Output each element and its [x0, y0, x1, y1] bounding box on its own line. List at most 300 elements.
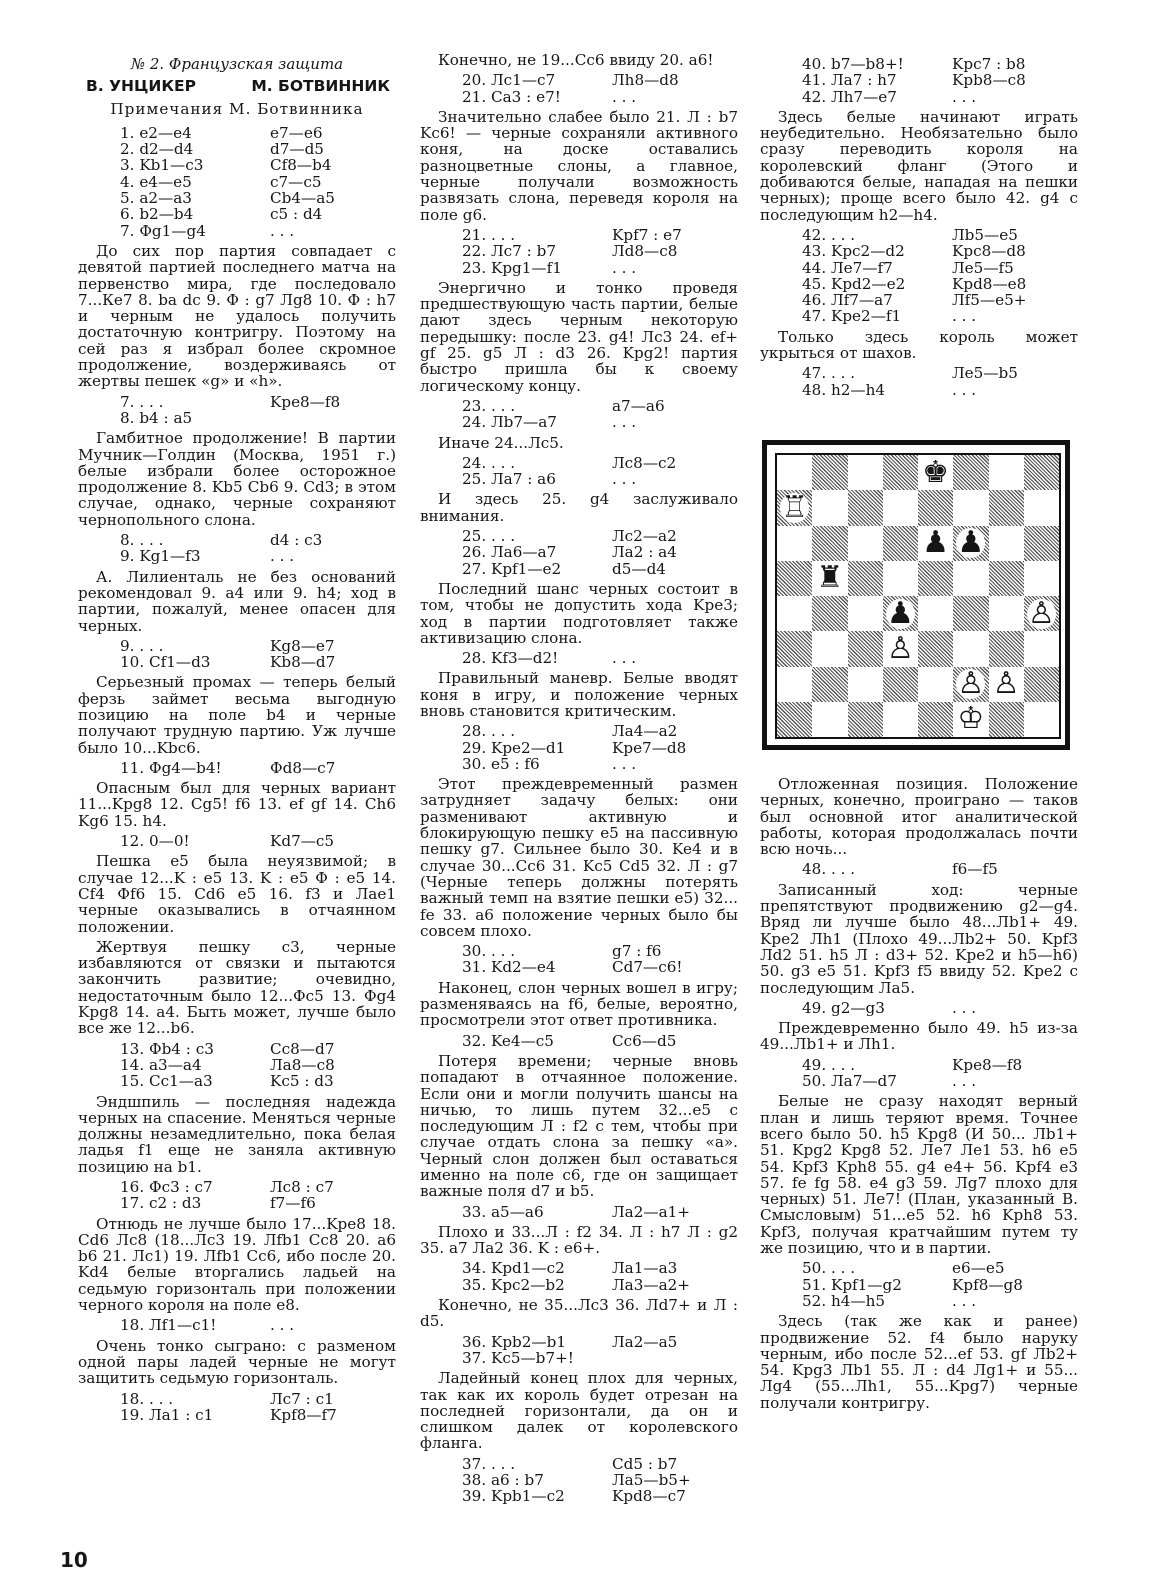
board-square	[777, 561, 812, 596]
annotator-line: Примечания М. Ботвинника	[110, 99, 364, 118]
commentary-paragraph: Конечно, не 35...Лc3 36. Лd7+ и Л : d5.	[420, 1296, 738, 1331]
column-3	[760, 56, 1078, 398]
commentary-paragraph: Жертвуя пешку c3, черные избавляются от связки и пытаются закончить развитие; очевидно, недостаточным было 12...Фc5 13. Фg4 Kpg8 14. a4. Быть может, лучше было все же 12...b6.	[78, 937, 396, 1038]
commentary-paragraph: Очень тонко сыграно: с разменом одной пары ладей черные не могут защитить седьмую горизонталь.	[78, 1336, 396, 1388]
move-row	[78, 394, 396, 410]
white-move: 47. . . .	[802, 364, 856, 383]
white-move: 7. Фg1—g4	[120, 221, 206, 240]
board-square	[812, 667, 847, 702]
board-square	[918, 596, 953, 631]
white-move: 8. . . .	[120, 531, 164, 550]
white-move: 45. Kpd2—e2	[802, 274, 906, 293]
board-square	[812, 596, 847, 631]
board-square	[953, 631, 988, 666]
black-player: М. БОТВИННИК	[251, 77, 390, 96]
white-move: 23. . . .	[462, 396, 516, 415]
move-row	[420, 72, 738, 88]
white-move: 10. Cf1—d3	[120, 653, 211, 672]
white-move: 48. . . .	[802, 860, 856, 879]
board-square	[953, 667, 988, 702]
black-move: Cb4—a5	[270, 189, 335, 208]
black-move: . . .	[270, 221, 295, 240]
commentary-paragraph: Иначе 24...Лc5.	[438, 433, 564, 452]
white-move: 28. Kf3—d2!	[462, 649, 559, 668]
black-move: . . .	[952, 380, 977, 399]
board-square	[883, 631, 918, 666]
move-row	[420, 1456, 738, 1472]
black-move: f6—f5	[952, 860, 998, 879]
white-move: 18. Лf1—c1!	[120, 1316, 217, 1335]
move-row	[78, 638, 396, 654]
black-move: . . .	[612, 649, 637, 668]
white-move: 49. g2—g3	[802, 998, 885, 1017]
black-move: Лc8 : c7	[270, 1178, 334, 1196]
commentary-paragraph: Правильный маневр. Белые вводят коня в игру, и положение черных вновь становится критическим.	[420, 669, 738, 720]
move-row	[420, 1350, 738, 1366]
board-square	[848, 596, 883, 631]
black-move: d7—d5	[270, 140, 324, 159]
white-move: 46. Лf7—a7	[802, 291, 893, 310]
move-row	[760, 1277, 1078, 1293]
white-move: 12. 0—0!	[120, 832, 190, 851]
white-move: 11. Фg4—b4!	[120, 758, 222, 777]
white-move: 34. Kpd1—c2	[462, 1259, 565, 1278]
white-move: 2. d2—d4	[120, 140, 194, 159]
column-1	[78, 56, 396, 1423]
black-move: Cc6—d5	[612, 1031, 677, 1050]
white-move: 28. . . .	[462, 722, 516, 741]
board-square	[918, 702, 953, 737]
black-move: Лe5—b5	[952, 364, 1018, 383]
board-square	[883, 667, 918, 702]
move-row	[78, 1073, 396, 1089]
black-move: Kpd8—c7	[612, 1487, 686, 1506]
move-row	[420, 260, 738, 276]
move-row	[420, 756, 738, 772]
black-move: Лd8—c8	[612, 242, 678, 261]
move-row	[420, 650, 738, 666]
black-move: Kpe8—f8	[952, 1055, 1023, 1074]
move-row	[78, 190, 396, 206]
black-move: . . .	[952, 307, 977, 326]
black-move: . . .	[612, 754, 637, 773]
move-row	[420, 544, 738, 560]
move-row	[420, 740, 738, 756]
white-move: 33. a5—a6	[462, 1202, 544, 1221]
white-move: 50. Лa7—d7	[802, 1072, 897, 1091]
chess-piece-icon: ♟	[957, 525, 985, 561]
board-square	[1024, 667, 1059, 702]
board-square	[812, 631, 847, 666]
white-move: 44. Лe7—f7	[802, 258, 893, 277]
commentary-paragraph: И здесь 25. g4 заслуживало внимания.	[420, 490, 738, 525]
white-move: 5. a2—a3	[120, 189, 192, 208]
move-row	[420, 528, 738, 544]
commentary-paragraph: Отложенная позиция. Положение черных, конечно, проиграно — таков был основной итог аналитической работы, которая продолжалась почти всю ночь...	[760, 775, 1078, 859]
board-square	[883, 702, 918, 737]
column-1-body	[78, 125, 396, 1423]
chess-piece-icon: ♔	[957, 701, 985, 737]
black-move: Kpd8—e8	[952, 274, 1027, 293]
move-row	[760, 243, 1078, 259]
black-move: Лa2 : a4	[612, 543, 677, 562]
black-move: Лa2—a1+	[612, 1202, 691, 1221]
chess-piece-icon: ♙	[886, 630, 914, 666]
black-move: Фd8—c7	[270, 758, 336, 777]
black-move: . . .	[612, 87, 637, 106]
black-move: . . .	[952, 1291, 977, 1310]
black-move: Лa8—c8	[270, 1055, 335, 1074]
white-move: 37. Kc5—b7+!	[462, 1348, 574, 1367]
white-move: 25. Лa7 : a6	[462, 470, 556, 489]
move-row	[420, 1334, 738, 1350]
move-row	[420, 471, 738, 487]
white-move: 23. Kpg1—f1	[462, 258, 562, 277]
move-row	[760, 365, 1078, 381]
move-row	[78, 548, 396, 564]
black-move	[270, 410, 440, 426]
board-square	[777, 702, 812, 737]
black-move: Kpc7 : b8	[952, 55, 1026, 73]
white-move: 51. Kpf1—g2	[802, 1275, 902, 1294]
move-row	[760, 1260, 1078, 1276]
white-move: 18. . . .	[120, 1389, 174, 1408]
board-square	[1024, 526, 1059, 561]
black-move: Лa4—a2	[612, 722, 678, 741]
board-square	[777, 490, 812, 525]
black-move: Лa2—a5	[612, 1332, 678, 1351]
move-row	[420, 398, 738, 414]
players-line	[86, 78, 390, 94]
commentary-paragraph: Последний шанс черных состоит в том, чтобы не допустить хода Kpe3; ход в партии подготовляет также активизацию слона.	[420, 579, 738, 647]
board-square	[918, 490, 953, 525]
move-row	[760, 260, 1078, 276]
white-move: 31. Kd2—e4	[462, 958, 556, 977]
move-row	[420, 414, 738, 430]
board-square	[989, 631, 1024, 666]
board-square	[777, 631, 812, 666]
black-move: e6—e5	[952, 1259, 1005, 1278]
black-move: c7—c5	[270, 172, 322, 191]
chess-piece-icon: ♟	[922, 525, 950, 561]
move-row	[78, 223, 396, 239]
move-row	[78, 760, 396, 776]
board-square	[848, 455, 883, 490]
board-square	[989, 702, 1024, 737]
board-square	[848, 561, 883, 596]
move-row	[420, 1260, 738, 1276]
commentary-paragraph: Здесь белые начинают играть неубедительно. Необязательно было сразу переводить короля на королевский фланг (Этого и добиваются белые, нападая на пешки черных); проще всего было 42. g4 с последующим h2—h4.	[760, 107, 1078, 224]
column-2-body	[420, 52, 738, 1505]
black-move: Лa3—a2+	[612, 1275, 691, 1294]
chess-piece-icon: ♙	[957, 666, 985, 702]
white-player: В. УНЦИКЕР	[86, 77, 196, 96]
black-move: . . .	[952, 1072, 977, 1091]
board-square	[1024, 455, 1059, 490]
move-row	[420, 943, 738, 959]
move-row	[760, 861, 1078, 877]
commentary-paragraph: Наконец, слон черных вошел в игру; разменяваясь на f6, белые, вероятно, просмотрели этот ответ противника.	[420, 978, 738, 1030]
commentary-paragraph: Преждевременно было 49. h5 из-за 49...Лb1+ и Лh1.	[760, 1019, 1078, 1054]
white-move: 3. Kb1—c3	[120, 156, 204, 175]
commentary-paragraph: Белые не сразу находят верный план и лишь теряют время. Точнее всего было 50. h5 Kpg8 (И 50... Лb1+ 51. Kpg2 Kpg8 52. Лe7 Лe1 53. h6 e5 54. Kpf3 Kph8 55. g4 e4+ 56. Kpf4 e3 57. fe fg 58. e4 g3 59. Лg7 плохо для черных) 51. Лe7! (План, указанный В. Смысловым) 51...e5 52. h6 Kph8 53. Kpf3, получая кратчайшим путем ту же позицию, что и в партии.	[760, 1092, 1078, 1258]
white-move: 38. a6 : b7	[462, 1471, 544, 1490]
white-move: 19. Лa1 : c1	[120, 1405, 214, 1424]
white-move: 17. c2 : d3	[120, 1194, 202, 1213]
white-move: 25. . . .	[462, 527, 516, 546]
chess-diagram	[762, 440, 1070, 750]
board-square	[953, 561, 988, 596]
move-row	[760, 1293, 1078, 1309]
chess-piece-icon: ♙	[1027, 595, 1055, 631]
white-move: 50. . . .	[802, 1259, 856, 1278]
white-move: 1. e2—e4	[120, 123, 192, 142]
move-row	[760, 292, 1078, 308]
white-move: 48. h2—h4	[802, 380, 886, 399]
board-square	[918, 631, 953, 666]
white-move: 39. Kpb1—c2	[462, 1487, 565, 1506]
white-move: 30. e5 : f6	[462, 754, 540, 773]
white-move: 24. . . .	[462, 453, 516, 472]
black-move: c5 : d4	[270, 205, 323, 224]
move-row	[420, 1488, 738, 1504]
move-row	[78, 174, 396, 190]
black-move: Лa1—a3	[612, 1259, 678, 1278]
move-row	[78, 1041, 396, 1057]
move-row	[78, 1195, 396, 1211]
board-square	[812, 702, 847, 737]
black-move: Cd5 : b7	[612, 1454, 678, 1473]
commentary-paragraph: Серьезный промах — теперь белый ферзь займет весьма выгодную позицию на поле b4 и черные получают трудную партию. Уж лучше было 10...Kbc6.	[78, 673, 396, 757]
move-row	[420, 227, 738, 243]
white-move: 41. Лa7 : h7	[802, 71, 897, 90]
column-3-body	[760, 56, 1078, 398]
board-square	[848, 667, 883, 702]
move-row	[760, 382, 1078, 398]
board-square	[989, 561, 1024, 596]
white-move: 43. Kpc2—d2	[802, 242, 905, 261]
black-move: Kpf8—g8	[952, 1275, 1023, 1294]
board-square	[848, 490, 883, 525]
board-square	[777, 455, 812, 490]
white-move: 21. Ca3 : e7!	[462, 87, 561, 106]
white-move: 16. Фc3 : c7	[120, 1178, 213, 1196]
move-row	[78, 1391, 396, 1407]
white-move: 42. . . .	[802, 225, 856, 244]
black-move: Kpe8—f8	[270, 392, 341, 411]
white-move: 32. Ke4—c5	[462, 1031, 554, 1050]
black-move: Лc8—c2	[612, 453, 677, 472]
board-square	[918, 561, 953, 596]
white-move: 26. Лa6—a7	[462, 543, 557, 562]
black-move: . . .	[612, 258, 637, 277]
board-square	[1024, 561, 1059, 596]
white-move: 49. . . .	[802, 1055, 856, 1074]
white-move: 36. Kpb2—b1	[462, 1332, 567, 1351]
white-move: 21. . . .	[462, 225, 516, 244]
move-row	[78, 532, 396, 548]
white-move: 30. . . .	[462, 942, 516, 961]
commentary-paragraph: Значительно слабее было 21. Л : b7 Kc6! — черные сохраняли активного коня, на доске оставались разноцветные слоны, а главное, черные получали возможность развязать слона, переведя короля на поле g6.	[420, 107, 738, 224]
chessboard	[775, 453, 1061, 739]
black-move: . . .	[952, 998, 977, 1017]
chess-piece-icon: ♖	[781, 489, 809, 525]
move-row	[78, 1057, 396, 1073]
black-move: Kpf7 : e7	[612, 225, 682, 244]
board-square	[953, 526, 988, 561]
black-move: Kg8—e7	[270, 636, 335, 655]
chess-piece-icon: ♚	[922, 454, 950, 490]
board-square	[848, 526, 883, 561]
board-square	[1024, 631, 1059, 666]
board-square	[777, 526, 812, 561]
commentary-paragraph: Потеря времени; черные вновь попадают в отчаянное положение. Если они и могли получить шансы на ничью, то лишь путем 32...e5 с последующим Л : f2 с тем, чтобы при случае отдать слона за пешку «a». Черный слон должен был оставаться именно на поле c6, где он защищает важные поля d7 и b5.	[420, 1051, 738, 1201]
board-square	[883, 455, 918, 490]
board-square	[953, 455, 988, 490]
move-row	[760, 1000, 1078, 1016]
black-move: Cd7—c6!	[612, 958, 683, 977]
board-square	[1024, 702, 1059, 737]
board-square	[848, 631, 883, 666]
move-row	[760, 308, 1078, 324]
black-move: Kb8—d7	[270, 653, 336, 672]
move-row	[78, 1407, 396, 1423]
move-row	[760, 1057, 1078, 1073]
white-move: 14. a3—a4	[120, 1055, 202, 1074]
move-row	[420, 89, 738, 105]
move-row	[420, 1472, 738, 1488]
chess-piece-icon: ♙	[992, 666, 1020, 702]
black-move: g7 : f6	[612, 942, 662, 961]
black-move: Лh8—d8	[612, 71, 679, 90]
move-row	[78, 125, 396, 141]
move-row	[78, 1179, 396, 1195]
board-square	[883, 490, 918, 525]
board-square	[1024, 596, 1059, 631]
commentary-paragraph: Отнюдь не лучше было 17...Kpe8 18. Cd6 Лc8 (18...Лc3 19. Лfb1 Cc8 20. a6 b6 21. Лc1) 19. Лfb1 Cc6, ибо после 20. Kd4 белые вторгались ладьей на седьмую горизонталь при положении черного короля на поле e8.	[78, 1214, 396, 1315]
black-move: . . .	[952, 87, 977, 106]
board-square	[989, 490, 1024, 525]
white-move: 37. . . .	[462, 1454, 516, 1473]
move-row	[760, 56, 1078, 72]
board-square	[812, 526, 847, 561]
move-row	[78, 141, 396, 157]
chess-piece-icon: ♜	[816, 560, 844, 596]
column-3-lower	[760, 772, 1078, 1415]
board-square	[1024, 490, 1059, 525]
white-move: 29. Kpe2—d1	[462, 738, 566, 757]
black-move: . . .	[270, 1316, 295, 1335]
page-number: 10	[60, 1548, 88, 1572]
black-move: . . .	[612, 470, 637, 489]
commentary-paragraph: Плохо и 33...Л : f2 34. Л : h7 Л : g2 35. a7 Лa2 36. K : e6+.	[420, 1222, 738, 1258]
commentary-paragraph: Энергично и тонко проведя предшествующую часть партии, белые дают здесь черным некоторую передышку: после 23. g4! Лc3 24. ef+ gf 25. g5 Л : d3 26. Kpg2! партия быстро пришла бы к своему логическому концу.	[420, 278, 738, 395]
white-move: 42. Лh7—e7	[802, 87, 897, 106]
move-row	[420, 1277, 738, 1293]
commentary-paragraph: Эндшпиль — последняя надежда черных на спасение. Меняться черные должны незамедлительно, пока белая ладья f1 еще не заняла активную позицию на b1.	[78, 1092, 396, 1176]
board-square	[989, 455, 1024, 490]
move-row	[760, 72, 1078, 88]
move-row	[760, 1073, 1078, 1089]
white-move: 47. Kpe2—f1	[802, 307, 902, 326]
board-square	[848, 702, 883, 737]
board-square	[989, 667, 1024, 702]
black-move: f7—f6	[270, 1194, 316, 1213]
black-move: Лf5—e5+	[952, 291, 1027, 310]
commentary-paragraph: Опасным был для черных вариант 11...Kpg8 12. Cg5! f6 13. ef gf 14. Ch6 Kg6 15. h4.	[78, 779, 396, 830]
white-move: 35. Kpc2—b2	[462, 1275, 565, 1294]
board-square	[953, 596, 988, 631]
move-row	[78, 654, 396, 670]
board-square	[918, 455, 953, 490]
black-move: Kpc8—d8	[952, 242, 1026, 261]
move-row	[78, 157, 396, 173]
white-move: 13. Фb4 : c3	[120, 1039, 214, 1058]
move-row	[78, 1317, 396, 1333]
commentary-paragraph: Здесь (так же как и ранее) продвижение 52. f4 было наруку черным, ибо после 52...ef 53. gf Лb2+ 54. Kpg3 Лb1 55. Л : d4 Лg1+ и 55... Лg4 (55...Лh1, 55...Kpg7) черные получали контригру.	[760, 1312, 1078, 1412]
board-square	[812, 455, 847, 490]
board-square	[918, 526, 953, 561]
white-move: 4. e4—e5	[120, 172, 192, 191]
white-move: 24. Лb7—a7	[462, 413, 557, 432]
board-square	[777, 667, 812, 702]
move-row	[420, 1204, 738, 1220]
black-move: . . .	[270, 547, 295, 566]
commentary-paragraph: А. Лилиенталь не без оснований рекомендовал 9. a4 или 9. h4; ход в партии, пожалуй, менее опасен для черных.	[78, 567, 396, 635]
white-move: 7. . . .	[120, 392, 164, 411]
commentary-paragraph: Гамбитное продолжение! В партии Мучник—Голдин (Москва, 1951 г.) белые избрали более осторожное продолжение 8. Kb5 Cb6 9. Cd3; в этом случае, однако, черные сохраняют чернопольного слона.	[78, 429, 396, 529]
white-move: 27. Kpf1—e2	[462, 559, 562, 578]
white-move: 9. . . .	[120, 636, 164, 655]
white-move: 40. b7—b8+!	[802, 55, 904, 73]
column-2	[420, 48, 738, 1505]
board-square	[883, 596, 918, 631]
black-move: Cf8—b4	[270, 156, 332, 175]
black-move: d5—d4	[612, 559, 666, 578]
commentary-paragraph: Конечно, не 19...Cc6 ввиду 20. a6!	[438, 51, 714, 69]
black-move: Лb5—e5	[952, 225, 1018, 244]
black-move: Kc5 : d3	[270, 1072, 334, 1091]
move-row	[420, 1033, 738, 1049]
black-move: Лc2—a2	[612, 527, 677, 546]
black-move: Лa5—b5+	[612, 1471, 691, 1490]
commentary-paragraph: Записанный ход: черные препятствуют продвижению g2—g4. Вряд ли лучше было 48...Лb1+ 49. Kpe2 Лh1 (Плохо 49...Лb2+ 50. Kpf3 Лd2 51. h5 Л : d3+ 52. Kpe2 и h5—h6) 50. g3 e5 51. Kpf3 f5 ввиду 52. Kpe2 с последующим Лa5.	[760, 880, 1078, 997]
board-square	[812, 561, 847, 596]
column-3-lower-body	[760, 776, 1078, 1411]
move-row	[760, 89, 1078, 105]
white-move: 9. Kg1—f3	[120, 547, 201, 566]
black-move: Лe5—f5	[952, 258, 1014, 277]
white-move: 22. Лc7 : b7	[462, 242, 556, 261]
move-row	[78, 206, 396, 222]
commentary-paragraph: Пешка e5 была неуязвимой; в случае 12...K : e5 13. K : e5 Ф : e5 14. Cf4 Фf6 15. Cd6 e5 16. f3 и Лae1 черные оказывались в отчаянном положении.	[78, 852, 396, 936]
move-row	[760, 276, 1078, 292]
black-move: Cc8—d7	[270, 1039, 335, 1058]
board-square	[883, 561, 918, 596]
move-row	[420, 455, 738, 471]
white-move: 8. b4 : a5	[120, 408, 193, 427]
move-row	[420, 723, 738, 739]
black-move: Kpf8—f7	[270, 1405, 337, 1424]
black-move: d4 : c3	[270, 531, 323, 550]
board-square	[777, 596, 812, 631]
black-move	[612, 1350, 782, 1366]
chess-piece-icon: ♟	[886, 595, 914, 631]
board-square	[812, 490, 847, 525]
board-square	[883, 526, 918, 561]
board-square	[989, 526, 1024, 561]
commentary-paragraph: До сих пор партия совпадает с девятой партией последнего матча на первенство мира, где последовало 7...Ке7 8. ba dc 9. Ф : g7 Лg8 10. Ф : h7 и черным не удалось получить достаточную контригру. Поэтому на сей раз я избрал более скромное продолжение, воздерживаясь от жертвы пешек «g» и «h».	[78, 241, 396, 391]
